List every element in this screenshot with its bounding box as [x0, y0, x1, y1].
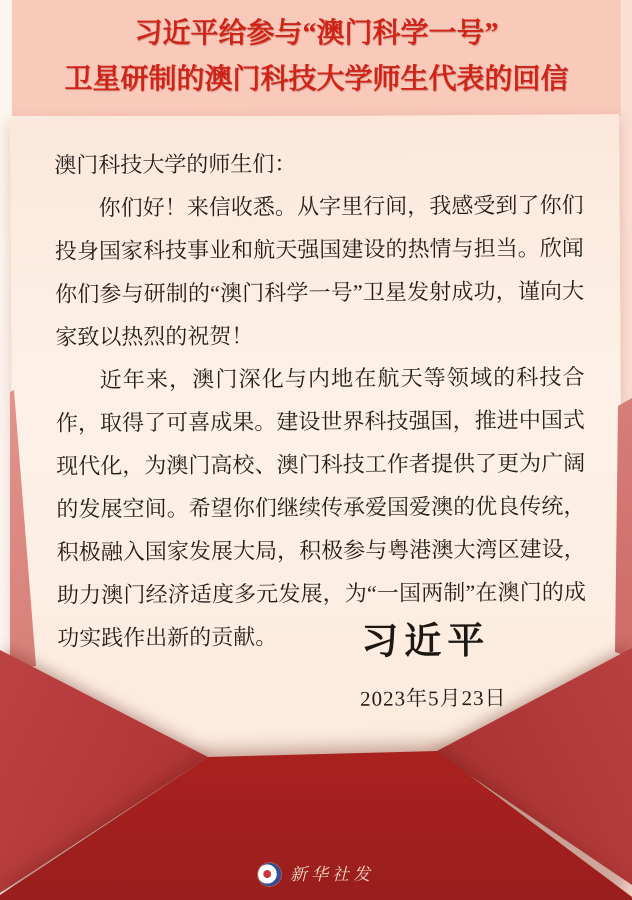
poster-title-line-1: 习近平给参与“澳门科学一号” [134, 18, 499, 49]
letter-paragraph-1: 你们好！来信收悉。从字里行间，我感受到了你们投身国家科技事业和航天强国建设的热情与担当。欣闻你们参与研制的“澳门科学一号”卫星发射成功，谨向大家致以热烈的祝贺！ [54, 192, 585, 350]
letter-date: 2023年5月23日 [360, 685, 507, 711]
poster-title-line-2: 卫星研制的澳门科技大学师生代表的回信 [64, 64, 569, 95]
xinhua-logo-icon [258, 863, 281, 886]
footer-credit-text: 新华社发 [290, 864, 374, 884]
letter-salutation: 澳门科技大学的师生们： [54, 151, 297, 178]
letter-signature: 习近平 [361, 620, 491, 663]
footer-credit [0, 861, 632, 887]
letter-paragraph-2: 近年来，澳门深化与内地在航天等领域的科技合作，取得了可喜成果。建设世界科技强国，推进中国式现代化，为澳门高校、澳门科技工作者提供了更为广阔的发展空间。希望你们继续传承爱国爱澳的优良传统，积极融入国家发展大局，积极参与粤港澳大湾区建设，助力澳门经济适度多元发展，为“一国两制”在澳门的成功实践作出新的贡献。 [55, 364, 587, 651]
